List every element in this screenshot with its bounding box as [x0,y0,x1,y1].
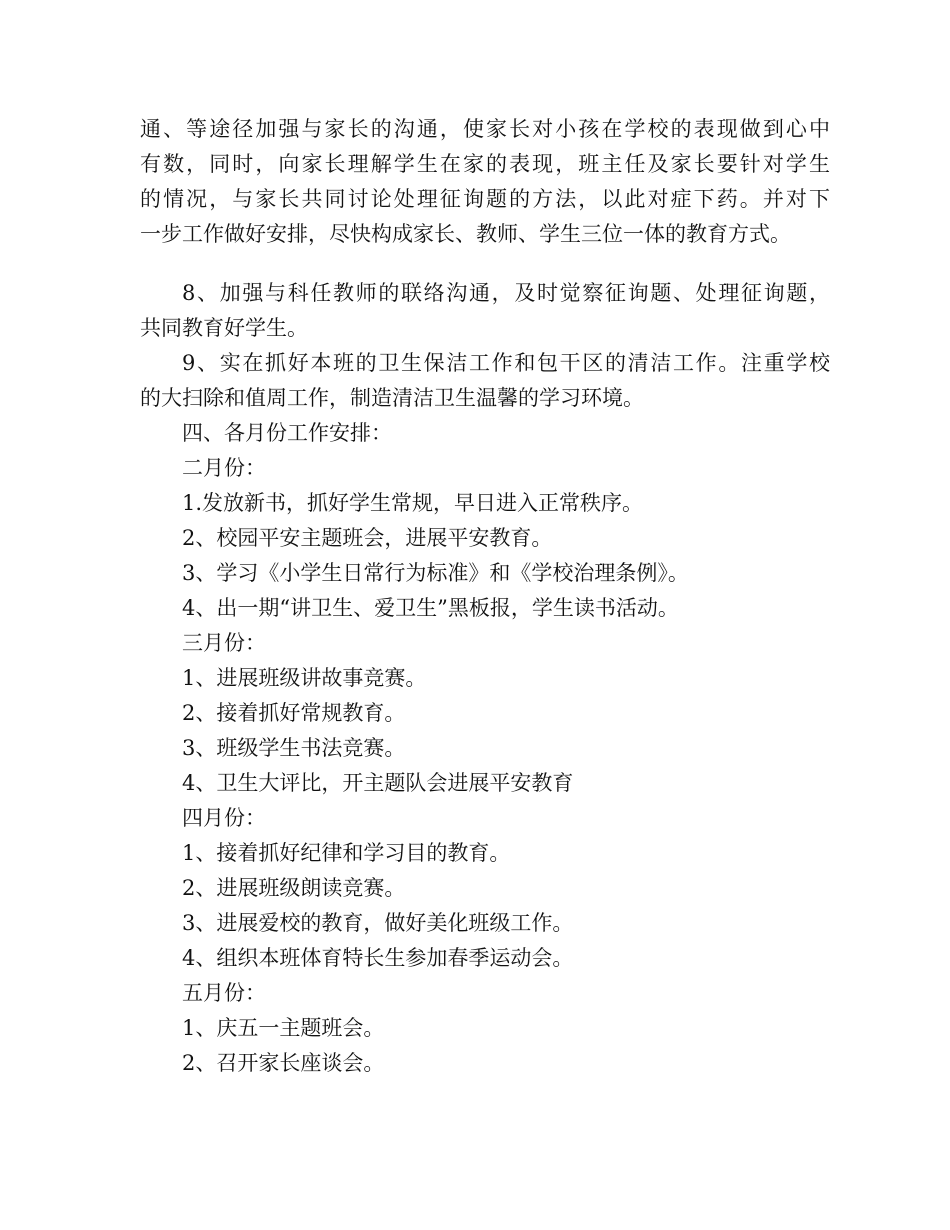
list-item: 4、组织本班体育特长生参加春季运动会。 [182,946,574,970]
list-item: 1、庆五一主题班会。 [182,1016,385,1040]
list-item: 3、班级学生书法竞赛。 [182,736,406,760]
document-body [140,112,830,1081]
paragraph-line: 一步工作做好安排，尽快构成家长、教师、学生三位一体的教育方式。 [140,222,791,246]
paragraph-line: 通、等途径加强与家长的沟通，使家长对小孩在学校的表现做到心中 [140,117,830,141]
list-item: 2、校园平安主题班会，进展平安教育。 [182,526,553,550]
section-heading: 四、各月份工作安排： [182,421,392,445]
list-item: 1、接着抓好纪律和学习目的教育。 [182,841,511,865]
list-item: 1.发放新书，抓好学生常规，早日进入正常秩序。 [182,491,644,515]
list-item: 2、召开家长座谈会。 [182,1051,385,1075]
paragraph-line: 的情况，与家长共同讨论处理征询题的方法，以此对症下药。并对下 [140,187,830,211]
paragraph-line: 9、实在抓好本班的卫生保洁工作和包干区的清洁工作。注重学校 [182,351,830,375]
paragraph-line: 有数，同时，向家长理解学生在家的表现，班主任及家长要针对学生 [140,152,830,176]
month-heading-march: 三月份： [182,631,266,655]
list-item: 1、进展班级讲故事竞赛。 [182,666,427,690]
paragraph-line: 8、加强与科任教师的联络沟通，及时觉察征询题、处理征询题， [182,281,830,305]
month-heading-april: 四月份： [182,806,266,830]
list-item: 2、进展班级朗读竞赛。 [182,876,406,900]
paragraph-line: 的大扫除和值周工作，制造清洁卫生温馨的学习环境。 [140,386,644,410]
month-heading-february: 二月份： [182,456,266,480]
paragraph-line: 共同教育好学生。 [140,316,308,340]
list-item: 3、进展爱校的教育，做好美化班级工作。 [182,911,574,935]
list-item: 2、接着抓好常规教育。 [182,701,406,725]
paragraph-spacer [140,252,830,276]
list-item: 3、学习《小学生日常行为标准》和《学校治理条例》。 [182,561,689,585]
list-item: 4、卫生大评比，开主题队会进展平安教育 [182,771,574,795]
list-item: 4、出一期“讲卫生、爱卫生”黑板报，学生读书活动。 [182,596,679,620]
month-heading-may: 五月份： [182,981,266,1005]
